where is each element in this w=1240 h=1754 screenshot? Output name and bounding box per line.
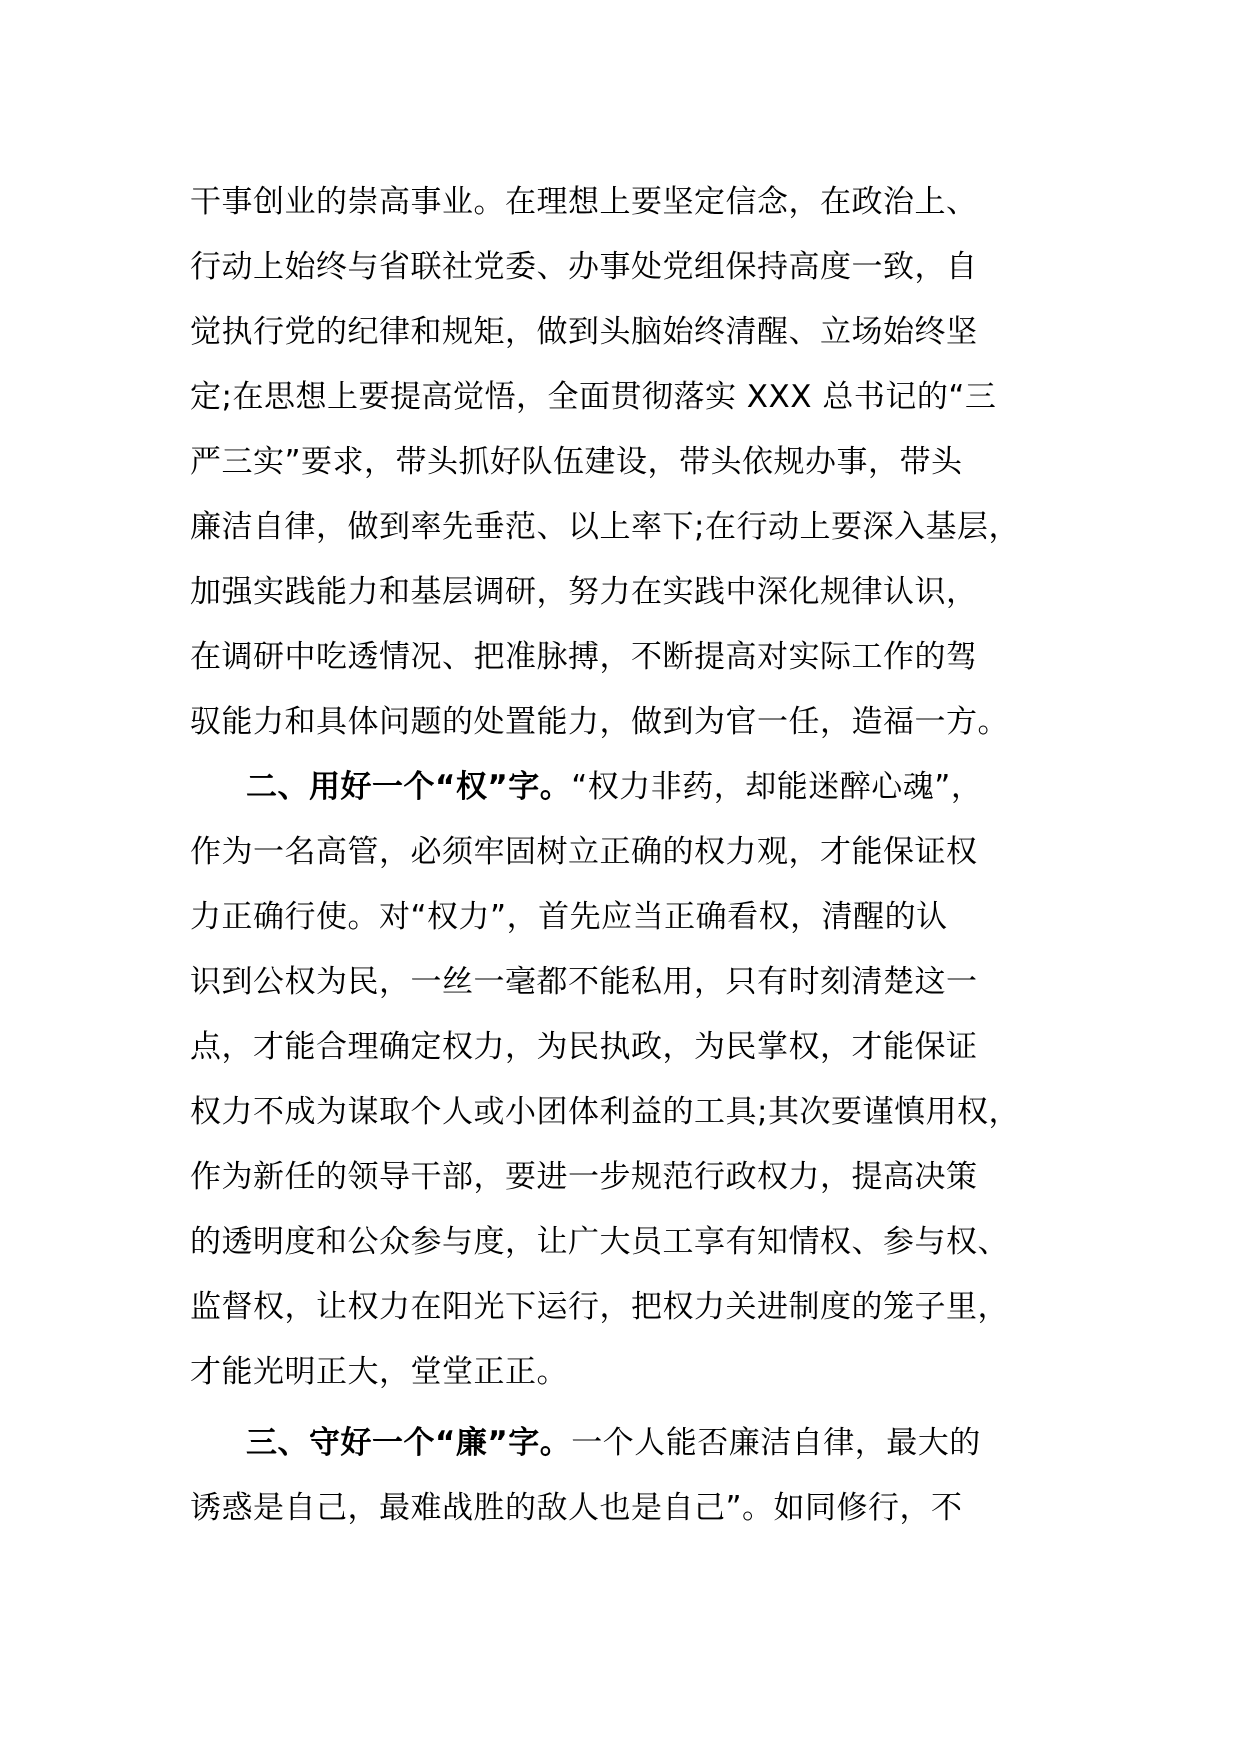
text-line: 作为一名高管，必须牢固树立正确的权力观，才能保证权 [190,834,978,870]
text-line: 点，才能合理确定权力，为民执政，为民掌权，才能保证 [190,1029,978,1065]
body-text [190,170,1070,1541]
text-line: 廉洁自律，做到率先垂范、以上率下;在行动上要深入基层， [190,509,1020,545]
text-line: 力正确行使。对“权力”，首先应当正确看权，清醒的认 [190,899,948,935]
text-line: 行动上始终与省联社党委、办事处党组保持高度一致，自 [190,249,978,285]
text-line: 的透明度和公众参与度，让广大员工享有知情权、参与权、 [190,1224,1009,1260]
text-line: 监督权，让权力在阳光下运行，把权力关进制度的笼子里， [190,1289,1009,1325]
text-line: 定;在思想上要提高觉悟，全面贯彻落实 XXX 总书记的“三 [190,379,997,415]
text-line: 权力不成为谋取个人或小团体利益的工具;其次要谨慎用权， [190,1094,1020,1130]
section-2-first-line [190,755,1070,820]
text-line: 觉执行党的纪律和规矩，做到头脑始终清醒、立场始终坚 [190,314,978,350]
section-2-heading: 二、用好一个“权”字。 [246,769,572,805]
text-line: 严三实”要求，带头抓好队伍建设，带头依规办事，带头 [190,444,963,480]
text-line: 加强实践能力和基层调研，努力在实践中深化规律认识， [190,574,978,610]
section-2-lead-text: “权力非药，却能迷醉心魂”， [571,769,983,805]
text-line: 驭能力和具体问题的处置能力，做到为官一任，造福一方。 [190,704,1009,740]
section-3-lead-text: 一个人能否廉洁自律，最大的 [571,1425,981,1461]
text-line: 在调研中吃透情况、把准脉搏，不断提高对实际工作的驾 [190,639,978,675]
text-line: 诱惑是自己，最难战胜的敌人也是自己”。如同修行，不 [190,1490,963,1526]
section-3-heading: 三、守好一个“廉”字。 [246,1425,572,1461]
section-3-first-line [190,1411,1070,1476]
text-line: 作为新任的领导干部，要进一步规范行政权力，提高决策 [190,1159,978,1195]
text-line: 识到公权为民，一丝一毫都不能私用，只有时刻清楚这一 [190,964,978,1000]
text-line: 干事创业的崇高事业。在理想上要坚定信念，在政治上、 [190,184,978,220]
text-line: 才能光明正大，堂堂正正。 [190,1354,568,1390]
